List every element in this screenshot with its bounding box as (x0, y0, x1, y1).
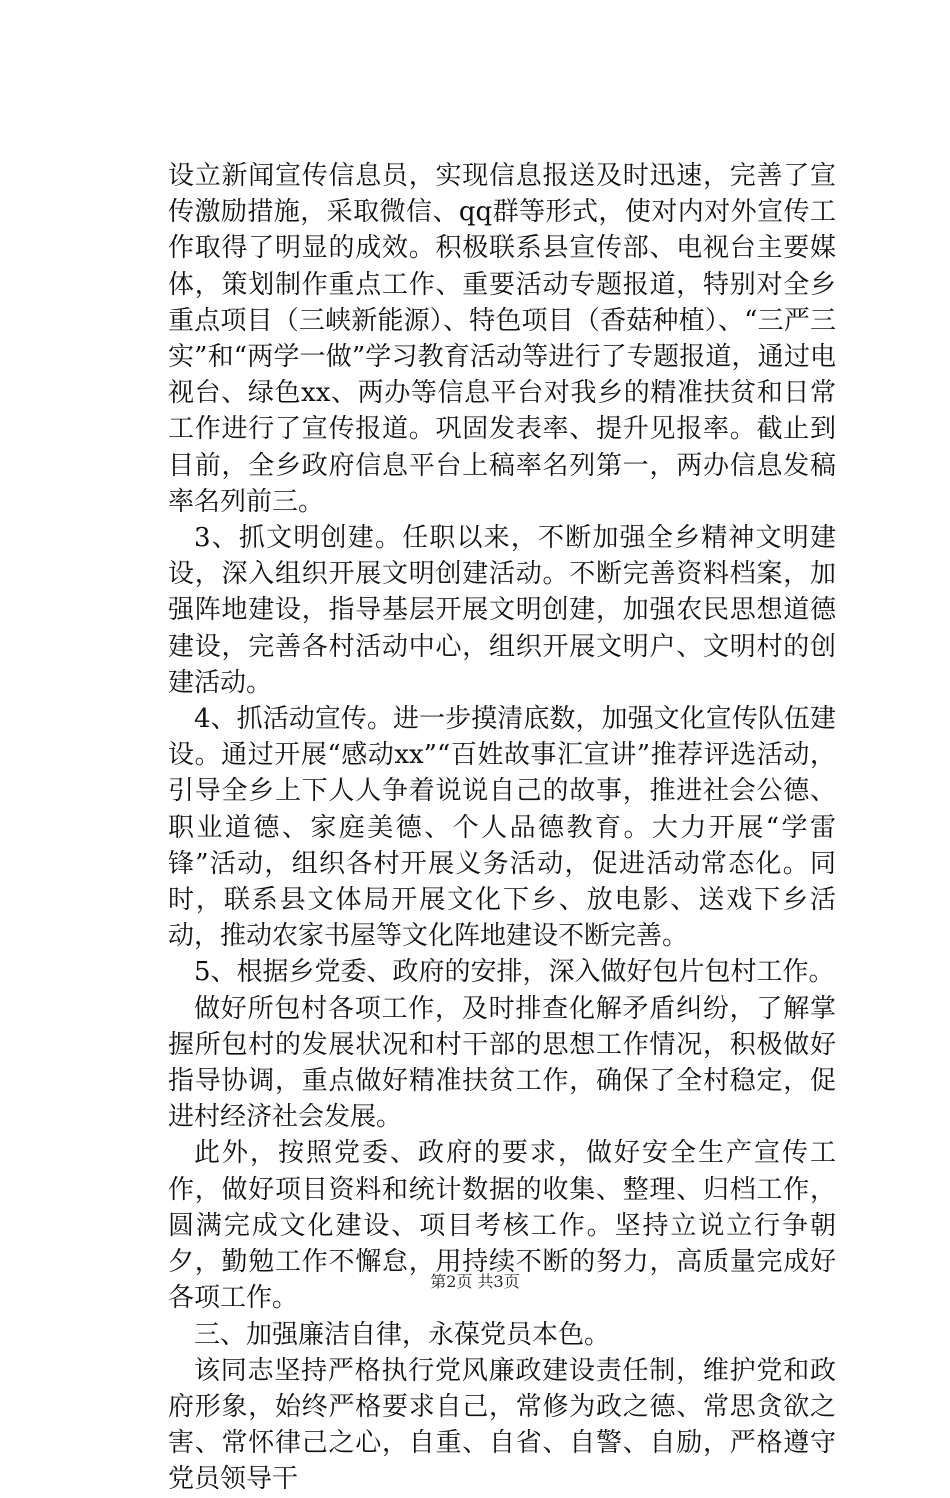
paragraph-6: 此外，按照党委、政府的要求，做好安全生产宣传工作，做好项目资料和统计数据的收集、整理、归档工作，圆满完成文化建设、项目考核工作。坚持立说立行争朝夕，勤勉工作不懈怠，用持续不断的努力，高质量完成好各项工作。 (168, 1138, 836, 1314)
paragraph-3: 4、抓活动宣传。进一步摸清底数，加强文化宣传队伍建设。通过开展“感动xx”“百姓故事汇宣讲”推荐评选活动，引导全乡上下人人争着说说自己的故事，推进社会公德、职业道德、家庭美德、个人品德教育。大力开展“学雷锋”活动，组织各村开展义务活动，促进活动常态化。同时，联系县文体局开展文化下乡、放电影、送戏下乡活动，推动农家书屋等文化阵地建设不断完善。 (168, 704, 836, 952)
document-body (168, 158, 836, 1498)
paragraph-7: 三、加强廉洁自律，永葆党员本色。 (194, 1319, 611, 1350)
paragraph-8: 该同志坚持严格执行党风廉政建设责任制，维护党和政府形象，始终严格要求自己，常修为政之德、常思贪欲之害、常怀律己之心，自重、自省、自警、自励，严格遵守党员领导干 (168, 1355, 836, 1495)
page-footer: 第2页 共3页 (430, 1272, 520, 1291)
paragraph-2: 3、抓文明创建。任职以来，不断加强全乡精神文明建设，深入组织开展文明创建活动。不断完善资料档案，加强阵地建设，指导基层开展文明创建，加强农民思想道德建设，完善各村活动中心，组织开展文明户、文明村的创建活动。 (168, 523, 836, 698)
paragraph-5: 做好所包村各项工作，及时排查化解矛盾纠纷，了解掌握所包村的发展状况和村干部的思想工作情况，积极做好指导协调，重点做好精准扶贫工作，确保了全村稳定，促进村经济社会发展。 (168, 993, 836, 1133)
paragraph-4: 5、根据乡党委、政府的安排，深入做好包片包村工作。 (194, 957, 835, 988)
paragraph-1: 设立新闻宣传信息员，实现信息报送及时迅速，完善了宣传激励措施，采取微信、qq群等形式，使对内对外宣传工作取得了明显的成效。积极联系县宣传部、电视台主要媒体，策划制作重点工作、重要活动专题报道，特别对全乡重点项目（三峡新能源）、特色项目（香菇种植）、“三严三实”和“两学一做”学习教育活动等进行了专题报道，通过电视台、绿色xx、两办等信息平台对我乡的精准扶贫和日常工作进行了宣传报道。巩固发表率、提升见报率。截止到目前，全乡政府信息平台上稿率名列第一，两办信息发稿率名列前三。 (168, 161, 836, 517)
